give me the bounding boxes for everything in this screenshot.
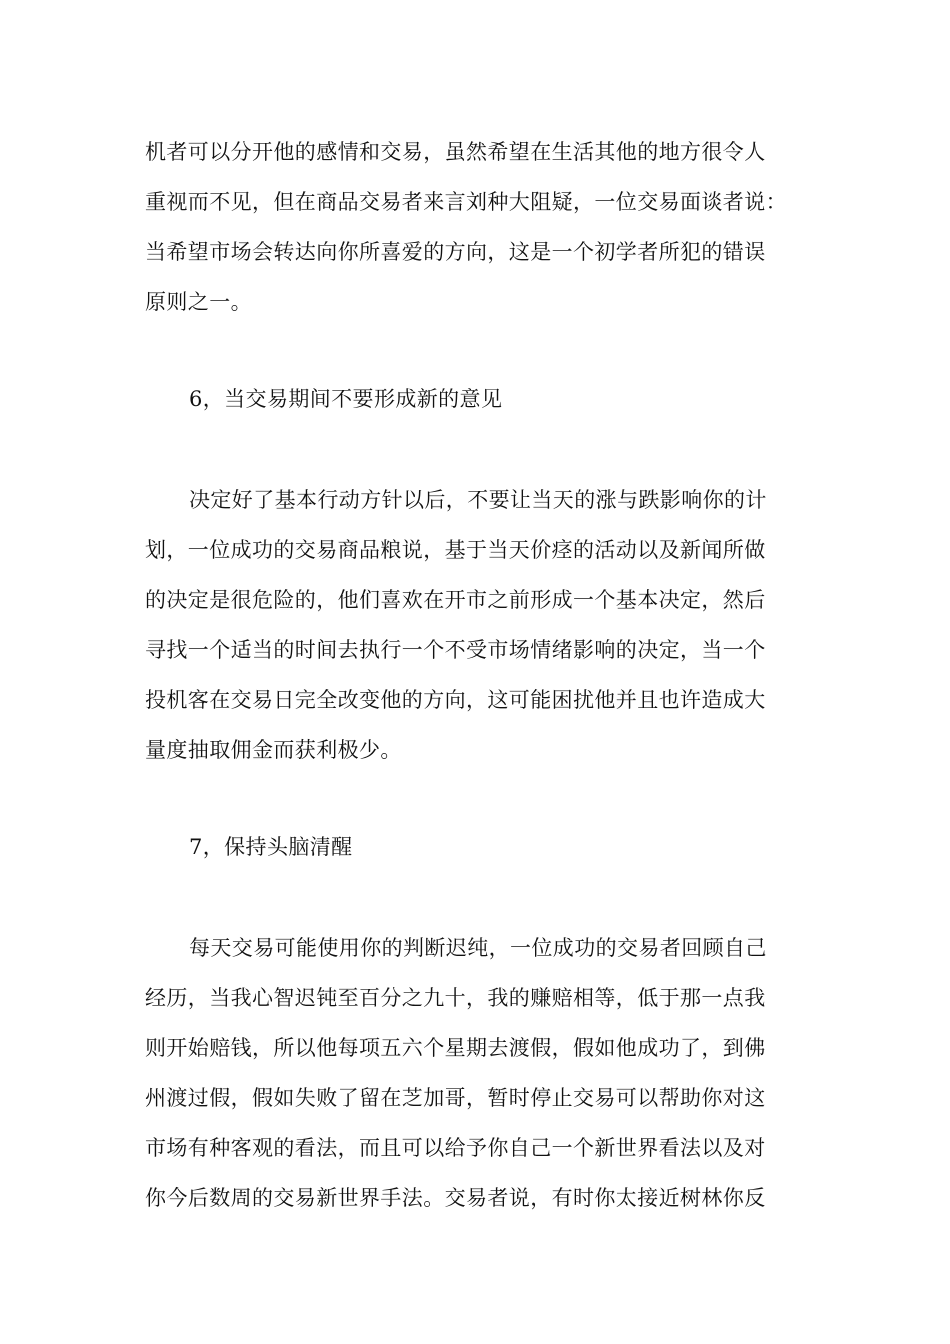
paragraph-intro xyxy=(145,127,810,327)
paragraph-line: 机者可以分开他的感情和交易，虽然希望在生活其他的地方很令人 xyxy=(145,140,766,164)
paragraph-line: 原则之一。 xyxy=(145,290,252,314)
paragraph-line: 市场有种客观的看法，而且可以给予你自己一个新世界看法以及对 xyxy=(145,1136,766,1160)
paragraph-line: 你今后数周的交易新世界手法。交易者说，有时你太接近树林你反 xyxy=(145,1186,766,1210)
paragraph-line: 则开始赔钱，所以他每项五六个星期去渡假，假如他成功了，到佛 xyxy=(145,1036,766,1060)
paragraph-line: 的决定是很危险的，他们喜欢在开市之前形成一个基本决定，然后 xyxy=(145,588,766,612)
section-heading-7: 7，保持头脑清醒 xyxy=(189,835,353,859)
paragraph-line: 经历，当我心智迟钝至百分之九十，我的赚赔相等，低于那一点我 xyxy=(145,986,766,1010)
paragraph-line: 投机客在交易日完全改变他的方向，这可能困扰他并且也许造成大 xyxy=(145,688,766,712)
paragraph-section-7 xyxy=(145,923,810,1223)
paragraph-line: 当希望市场会转达向你所喜爱的方向，这是一个初学者所犯的错误 xyxy=(145,240,766,264)
paragraph-line: 州渡过假，假如失败了留在芝加哥，暂时停止交易可以帮助你对这 xyxy=(145,1086,766,1110)
section-heading-6: 6，当交易期间不要形成新的意见 xyxy=(189,387,503,411)
paragraph-section-6 xyxy=(145,475,810,775)
paragraph-line: 划，一位成功的交易商品粮说，基于当天价痉的活动以及新闻所做 xyxy=(145,538,766,562)
paragraph-line: 决定好了基本行动方针以后，不要让当天的涨与跌影响你的计 xyxy=(189,488,767,512)
paragraph-line: 寻找一个适当的时间去执行一个不受市场情绪影响的决定，当一个 xyxy=(145,638,766,662)
paragraph-line: 每天交易可能使用你的判断迟纯，一位成功的交易者回顾自己 xyxy=(189,936,767,960)
paragraph-line: 重视而不见，但在商品交易者来言刘种大阻疑，一位交易面谈者说： xyxy=(145,190,787,214)
paragraph-line: 量度抽取佣金而获利极少。 xyxy=(145,738,402,762)
